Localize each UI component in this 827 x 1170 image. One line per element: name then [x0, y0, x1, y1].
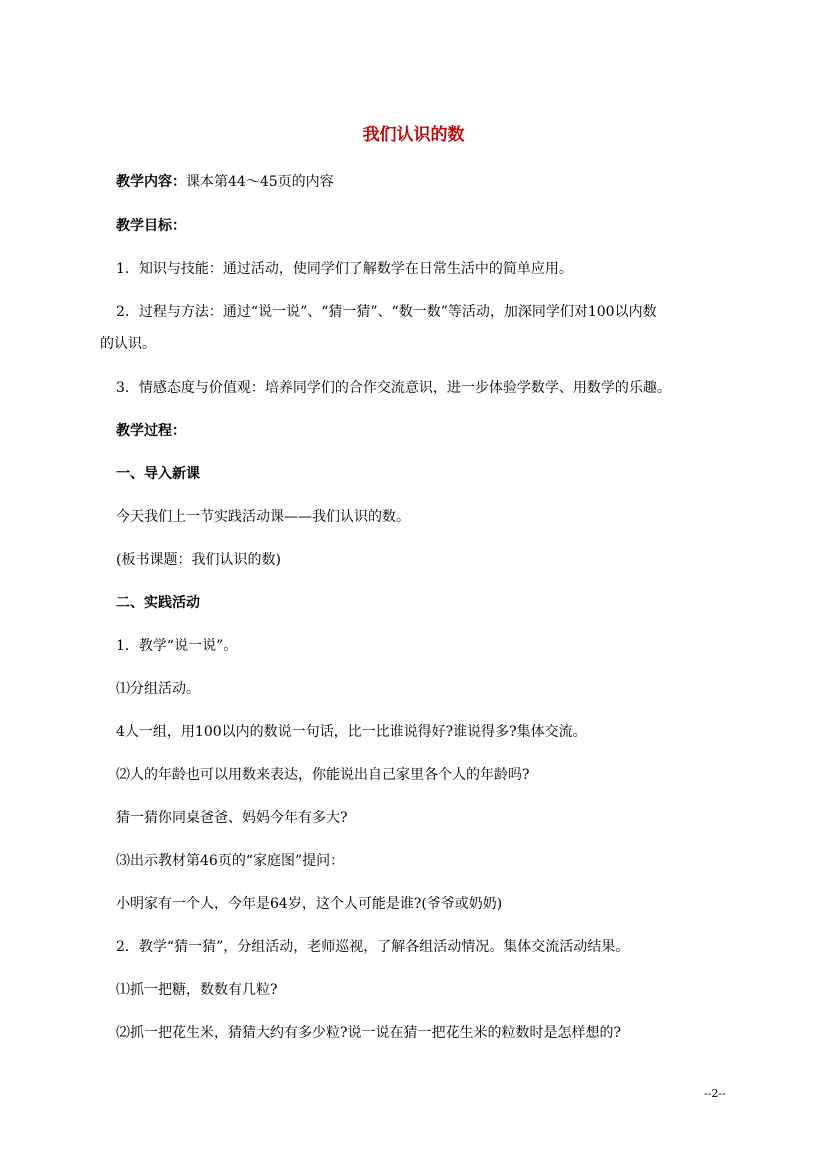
- paragraph: 2．教学“猜一猜”，分组活动，老师巡视，了解各组活动情况。集体交流活动结果。: [116, 939, 630, 955]
- goal-item-continuation: 的认识。: [100, 336, 156, 352]
- paragraph: 4人一组，用100以内的数说一句话，比一比谁说得好?谁说得多?集体交流。: [116, 724, 587, 740]
- section-heading: 二、实践活动: [116, 595, 200, 611]
- goal-item: 2．过程与方法：通过“说一说”、“猜一猜”、“数一数”等活动，加深同学们对100以内数: [116, 304, 657, 320]
- content-label: 教学内容：: [116, 174, 186, 190]
- document-title: 我们认识的数: [362, 125, 465, 145]
- paragraph: ⑴抓一把糖，数数有几粒?: [116, 982, 278, 998]
- paragraph: 猜一猜你同桌爸爸、妈妈今年有多大?: [116, 810, 348, 826]
- paragraph: ⑵人的年龄也可以用数来表达，你能说出自己家里各个人的年龄吗?: [116, 767, 530, 783]
- process-heading: 教学过程：: [116, 423, 186, 439]
- section-heading: 一、导入新课: [116, 466, 200, 482]
- paragraph: (板书课题：我们认识的数): [116, 552, 281, 568]
- page-number: --2--: [704, 1087, 726, 1100]
- paragraph: ⑵抓一把花生米，猜猜大约有多少粒?说一说在猜一把花生米的粒数时是怎样想的?: [116, 1025, 622, 1041]
- content-line: [116, 172, 334, 192]
- content-text: 课本第44～45页的内容: [186, 174, 334, 190]
- paragraph: ⑶出示教材第46页的“家庭图”提问：: [116, 853, 345, 869]
- paragraph: 小明家有一个人，今年是64岁，这个人可能是谁?(爷爷或奶奶): [116, 896, 503, 912]
- paragraph: 今天我们上一节实践活动课——我们认识的数。: [116, 509, 410, 525]
- goal-item: 1．知识与技能：通过活动，使同学们了解数学在日常生活中的简单应用。: [116, 261, 573, 277]
- goal-item: 3．情感态度与价值观：培养同学们的合作交流意识，进一步体验学数学、用数学的乐趣。: [116, 380, 671, 396]
- paragraph: ⑴分组活动。: [116, 681, 200, 697]
- goals-heading: 教学目标：: [116, 218, 186, 234]
- paragraph: 1．教学“说一说”。: [116, 638, 238, 654]
